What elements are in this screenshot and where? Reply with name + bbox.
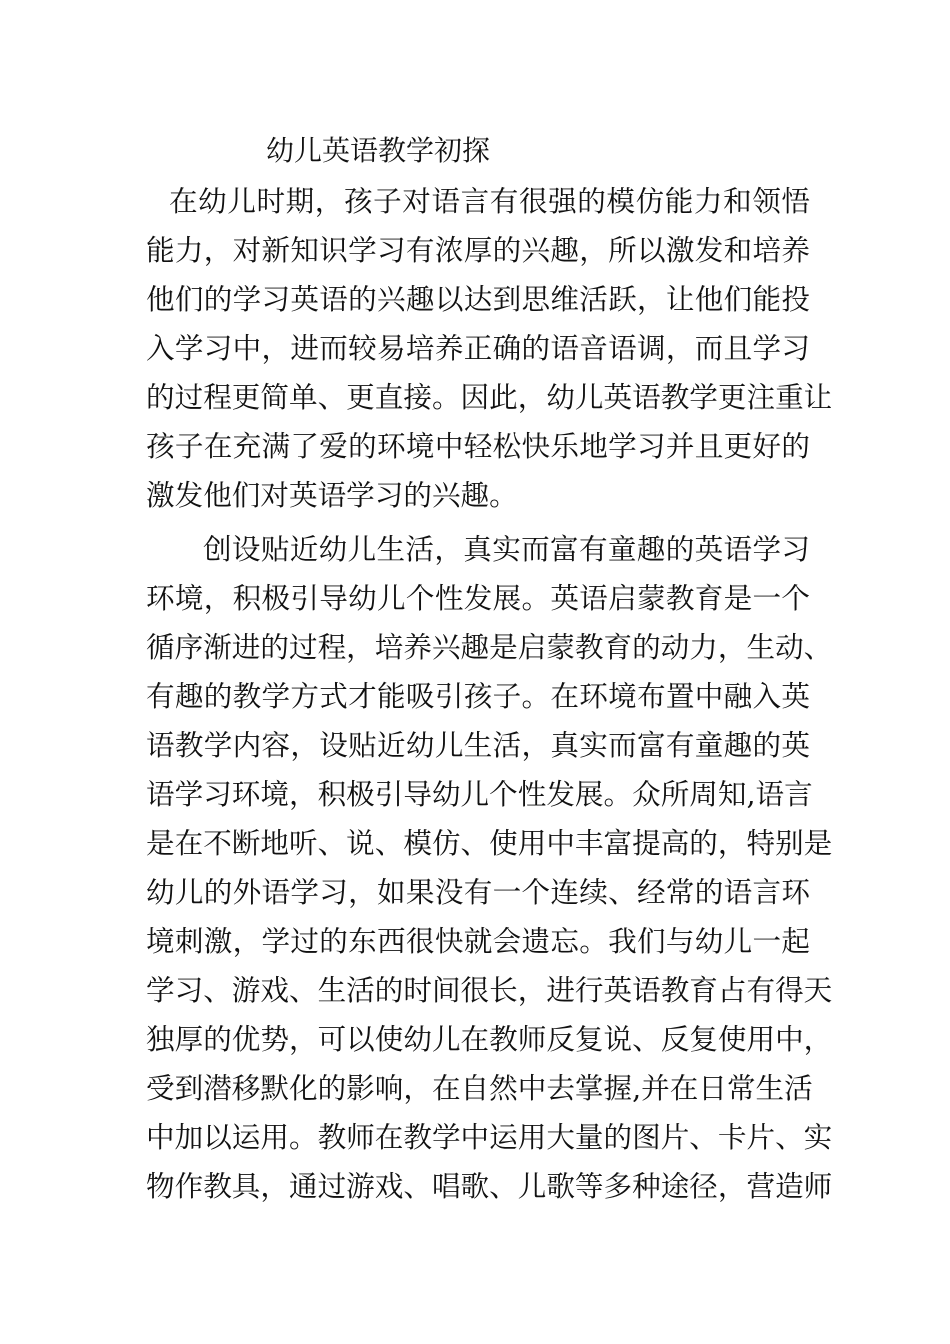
paragraph-line: 语学习环境，积极引导幼儿个性发展。众所周知,语言: [146, 777, 813, 811]
paragraph-line: 在幼儿时期，孩子对语言有很强的模仿能力和领悟: [169, 184, 810, 218]
paragraph-line: 有趣的教学方式才能吸引孩子。在环境布置中融入英: [146, 679, 810, 713]
paragraph-line: 入学习中，进而较易培养正确的语音语调，而且学习: [146, 331, 810, 365]
paragraph-line: 孩子在充满了爱的环境中轻松快乐地学习并且更好的: [146, 429, 810, 463]
paragraph-line: 独厚的优势，可以使幼儿在教师反复说、反复使用中，: [146, 1022, 833, 1056]
paragraph-line: 受到潜移默化的影响，在自然中去掌握,并在日常生活: [146, 1071, 813, 1105]
paragraph-line: 是在不断地听、说、模仿、使用中丰富提高的，特别是: [146, 826, 833, 860]
paragraph-line: 他们的学习英语的兴趣以达到思维活跃，让他们能投: [146, 282, 810, 316]
document-title: 幼儿英语教学初探: [266, 134, 491, 167]
paragraph-line: 循序渐进的过程，培养兴趣是启蒙教育的动力，生动、: [146, 630, 833, 664]
paragraph-line: 的过程更简单、更直接。因此，幼儿英语教学更注重让: [146, 380, 833, 414]
paragraph-line: 学习、游戏、生活的时间很长，进行英语教育占有得天: [146, 973, 833, 1007]
paragraph-line: 物作教具，通过游戏、唱歌、儿歌等多种途径，营造师: [146, 1169, 833, 1203]
paragraph-line: 中加以运用。教师在教学中运用大量的图片、卡片、实: [146, 1120, 833, 1154]
paragraph-line: 激发他们对英语学习的兴趣。: [146, 478, 518, 512]
paragraph-line: 创设贴近幼儿生活，真实而富有童趣的英语学习: [203, 532, 810, 566]
paragraph-line: 境刺激，学过的东西很快就会遗忘。我们与幼儿一起: [146, 924, 810, 958]
paragraph-line: 能力，对新知识学习有浓厚的兴趣，所以激发和培养: [146, 233, 810, 267]
paragraph-line: 语教学内容，设贴近幼儿生活，真实而富有童趣的英: [146, 728, 810, 762]
paragraph-line: 环境，积极引导幼儿个性发展。英语启蒙教育是一个: [146, 581, 810, 615]
paragraph-line: 幼儿的外语学习，如果没有一个连续、经常的语言环: [146, 875, 810, 909]
